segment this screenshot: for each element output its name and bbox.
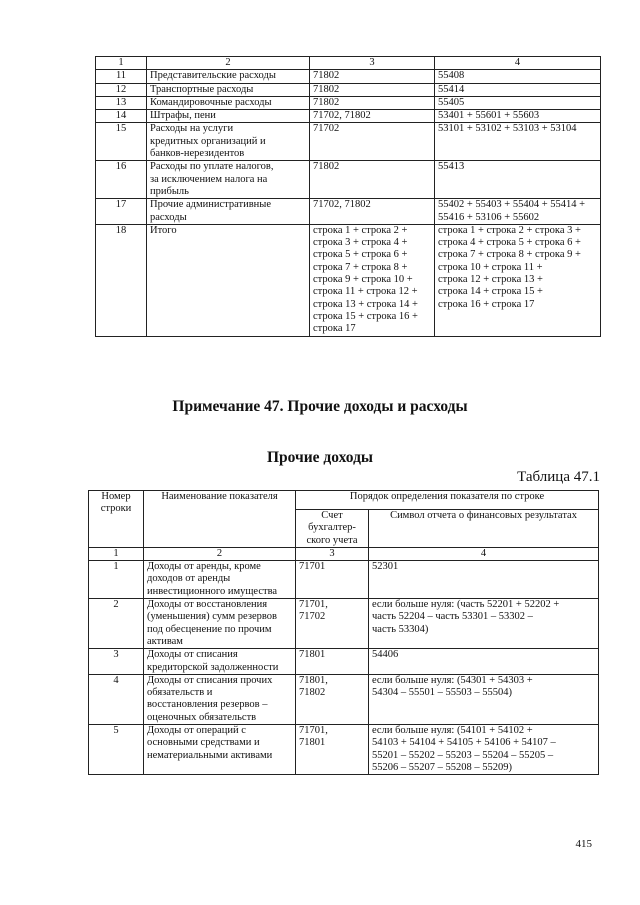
indicator-name: Доходы от списания прочих обязательств и восстановления резервов – оценочных обязательств <box>144 674 296 724</box>
row-number: 16 <box>96 161 147 199</box>
indicator-name: Расходы на услуги кредитных организаций и банков-нерезидентов <box>147 123 310 161</box>
account-number: 71801 <box>296 649 369 675</box>
header-cell: 3 <box>310 57 435 70</box>
account-number: 71802 <box>310 161 435 199</box>
table-caption: Таблица 47.1 <box>517 469 600 485</box>
expenses-table-continued <box>95 56 601 337</box>
header-row <box>89 491 599 510</box>
indicator-name: Доходы от аренды, кроме доходов от аренды инвестиционного имущества <box>144 561 296 599</box>
indicator-name: Доходы от операций с основными средствами и нематериальными активами <box>144 725 296 775</box>
indicator-name: Представительские расходы <box>147 70 310 83</box>
account-number: строка 1 + строка 2 + строка 3 + строка 4 + строка 5 + строка 6 + строка 7 + строка 8 + строка 9 + строка 10 + строка 11 + строка 12 + строка 13 + строка 14 + строка 15 + строка 16 + строка 17 <box>310 224 435 336</box>
account-number: 71802 <box>310 96 435 109</box>
account-number: 71702, 71802 <box>310 199 435 225</box>
row-number: 1 <box>89 561 144 599</box>
table-row <box>96 123 601 161</box>
account-number: 71802 <box>310 83 435 96</box>
row-number: 2 <box>89 599 144 649</box>
table-row <box>96 83 601 96</box>
table-row <box>96 110 601 123</box>
account-number: 71701, 71801 <box>296 725 369 775</box>
report-symbol: если больше нуля: (54101 + 54102 + 54103 + 54104 + 54105 + 54106 + 54107 – 55201 – 55202 – 55203 – 55204 – 55205 – 55206 – 55207 – 55208 – 55209) <box>369 725 599 775</box>
column-number-row <box>96 57 601 70</box>
row-number: 13 <box>96 96 147 109</box>
header-cell: 1 <box>96 57 147 70</box>
account-number: 71702 <box>310 123 435 161</box>
indicator-name: Доходы от списания кредиторской задолженности <box>144 649 296 675</box>
row-number: 5 <box>89 725 144 775</box>
account-number: 71701 <box>296 561 369 599</box>
table-row <box>96 199 601 225</box>
indicator-name: Итого <box>147 224 310 336</box>
indicator-name: Расходы по уплате налогов, за исключением налога на прибыль <box>147 161 310 199</box>
report-symbol: строка 1 + строка 2 + строка 3 + строка 4 + строка 5 + строка 6 + строка 7 + строка 8 + строка 9 + строка 10 + строка 11 + строка 12 + строка 13 + строка 14 + строка 15 + строка 16 + строка 17 <box>435 224 601 336</box>
table-row <box>96 161 601 199</box>
symbol-header: Символ отчета о финансовых результатах <box>369 510 599 548</box>
table-row <box>89 599 599 649</box>
indicator-name: Транспортные расходы <box>147 83 310 96</box>
row-number-header: Номер строки <box>89 491 144 548</box>
row-number: 12 <box>96 83 147 96</box>
table-row <box>89 649 599 675</box>
row-number: 4 <box>89 674 144 724</box>
header-cell: 3 <box>296 547 369 560</box>
report-symbol: 53401 + 55601 + 55603 <box>435 110 601 123</box>
table-row-total <box>96 224 601 336</box>
report-symbol: если больше нуля: (часть 52201 + 52202 + часть 52204 – часть 53301 – 53302 – часть 53304) <box>369 599 599 649</box>
section-title: Прочие доходы <box>266 449 374 466</box>
header-cell: 4 <box>369 547 599 560</box>
table-row <box>89 674 599 724</box>
indicator-name: Штрафы, пени <box>147 110 310 123</box>
page-number: 415 <box>575 838 592 850</box>
report-symbol: 52301 <box>369 561 599 599</box>
row-number: 18 <box>96 224 147 336</box>
report-symbol: 55413 <box>435 161 601 199</box>
report-symbol: 55405 <box>435 96 601 109</box>
table-row <box>96 96 601 109</box>
procedure-header: Порядок определения показателя по строке <box>296 491 599 510</box>
indicator-name: Доходы от восстановления (уменьшения) сумм резервов под обесценение по прочим активам <box>144 599 296 649</box>
header-cell: 2 <box>144 547 296 560</box>
header-cell: 4 <box>435 57 601 70</box>
table-row <box>96 70 601 83</box>
account-header: Счет бухгалтер- ского учета <box>296 510 369 548</box>
table-row <box>89 561 599 599</box>
report-symbol: 55402 + 55403 + 55404 + 55414 + 55416 + 53106 + 55602 <box>435 199 601 225</box>
row-number: 11 <box>96 70 147 83</box>
account-number: 71801, 71802 <box>296 674 369 724</box>
indicator-name: Прочие административные расходы <box>147 199 310 225</box>
row-number: 14 <box>96 110 147 123</box>
row-number: 17 <box>96 199 147 225</box>
report-symbol: 53101 + 53102 + 53103 + 53104 <box>435 123 601 161</box>
account-number: 71802 <box>310 70 435 83</box>
report-symbol: если больше нуля: (54301 + 54303 + 54304 – 55501 – 55503 – 55504) <box>369 674 599 724</box>
row-number: 3 <box>89 649 144 675</box>
indicator-name: Командировочные расходы <box>147 96 310 109</box>
account-number: 71701, 71702 <box>296 599 369 649</box>
report-symbol: 55408 <box>435 70 601 83</box>
table-row <box>89 725 599 775</box>
account-number: 71702, 71802 <box>310 110 435 123</box>
header-cell: 2 <box>147 57 310 70</box>
note-title: Примечание 47. Прочие доходы и расходы <box>172 398 468 415</box>
indicator-header: Наименование показателя <box>144 491 296 548</box>
report-symbol: 54406 <box>369 649 599 675</box>
header-cell: 1 <box>89 547 144 560</box>
row-number: 15 <box>96 123 147 161</box>
report-symbol: 55414 <box>435 83 601 96</box>
column-number-row <box>89 547 599 560</box>
other-income-table <box>88 490 599 775</box>
